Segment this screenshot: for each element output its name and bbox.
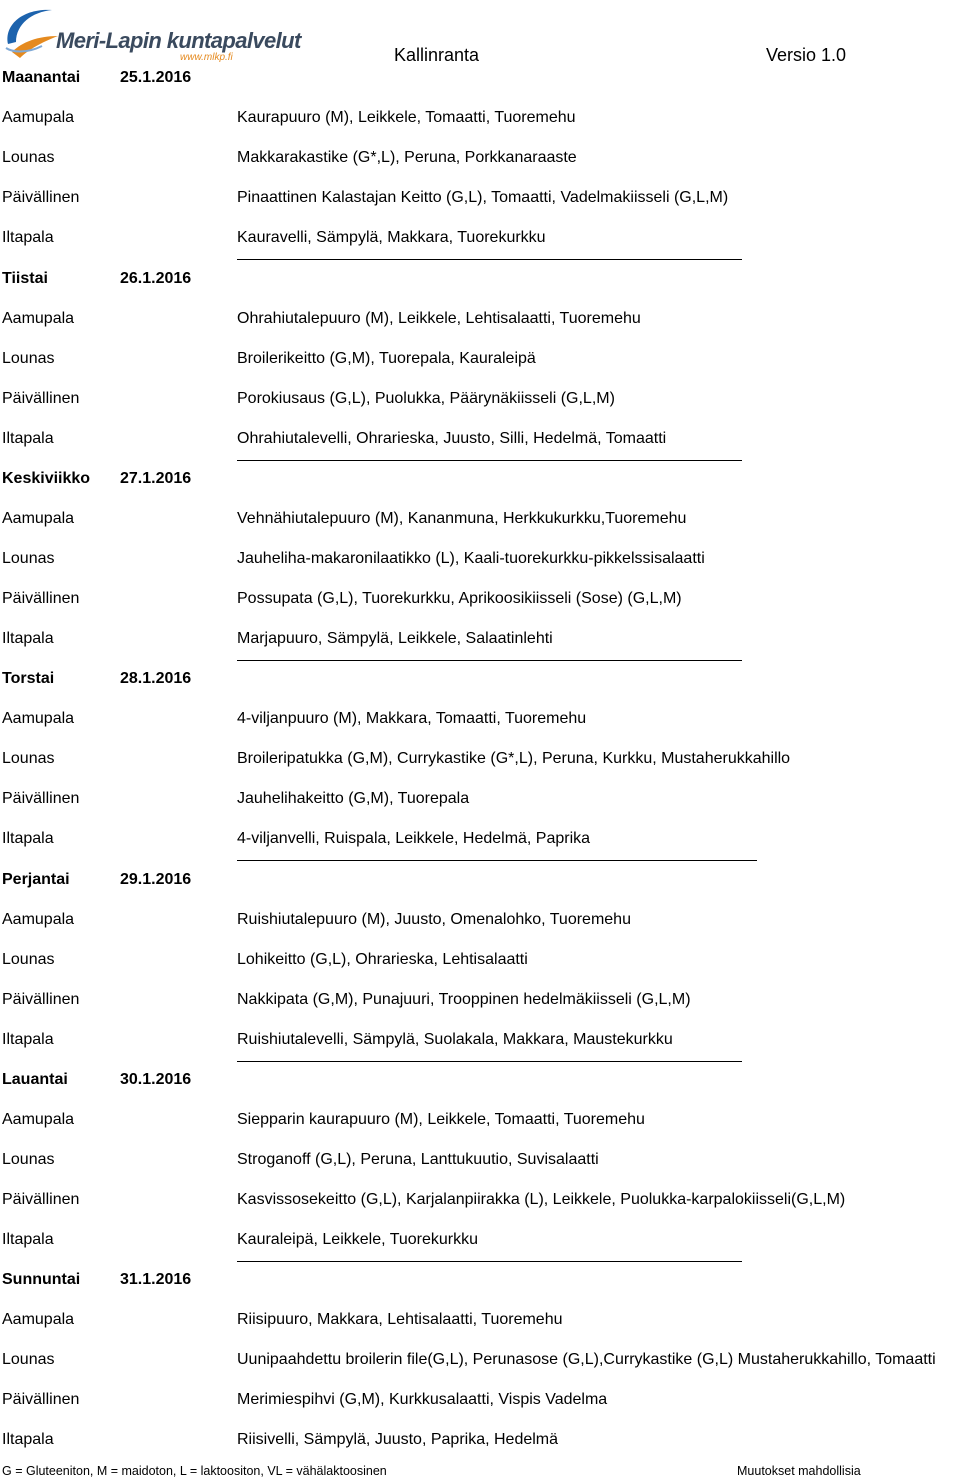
meal-label: Iltapala: [2, 1431, 54, 1448]
meal-menu: Ohrahiutalevelli, Ohrarieska, Juusto, Silli, Hedelmä, Tomaatti: [237, 430, 667, 447]
meal-label: Lounas: [2, 350, 55, 367]
meal-label: Päivällinen: [2, 991, 80, 1008]
day-separator: [237, 860, 757, 861]
meal-row: [0, 991, 960, 1013]
day-separator: [237, 1061, 742, 1062]
meal-row: [0, 350, 960, 372]
meal-menu: Riisipuuro, Makkara, Lehtisalaatti, Tuoremehu: [237, 1311, 563, 1328]
day-separator: [237, 1261, 742, 1262]
meal-menu: Kasvissosekeitto (G,L), Karjalanpiirakka (L), Leikkele, Puolukka-karpalokiisseli(G,L,M): [237, 1191, 846, 1208]
meal-menu: Broileripatukka (G,M), Currykastike (G*,L), Peruna, Kurkku, Mustaherukkahillo: [237, 750, 791, 767]
footer-legend: G = Gluteeniton, M = maidoton, L = laktoositon, VL = vähälaktoosinen: [2, 1464, 387, 1478]
meal-menu: Kauraleipä, Leikkele, Tuorekurkku: [237, 1231, 479, 1248]
meal-menu: Jauheliha-makaronilaatikko (L), Kaali-tuorekurkku-pikkelssisalaatti: [237, 550, 705, 567]
day-name: Keskiviikko: [2, 470, 91, 487]
day-separator: [237, 460, 742, 461]
meal-label: Päivällinen: [2, 590, 80, 607]
meal-row: [0, 189, 960, 211]
meal-label: Päivällinen: [2, 1191, 80, 1208]
meal-row: [0, 630, 960, 652]
meal-label: Iltapala: [2, 1031, 54, 1048]
meal-row: [0, 1111, 960, 1133]
meal-label: Päivällinen: [2, 189, 80, 206]
day-section: [0, 470, 960, 670]
day-date: 29.1.2016: [120, 871, 192, 888]
day-section: [0, 270, 960, 470]
meal-menu: Possupata (G,L), Tuorekurkku, Aprikoosikiisseli (Sose) (G,L,M): [237, 590, 682, 607]
meal-label: Iltapala: [2, 229, 54, 246]
meal-menu: Ohrahiutalepuuro (M), Leikkele, Lehtisalaatti, Tuoremehu: [237, 310, 641, 327]
meal-row: [0, 1351, 960, 1373]
meal-menu: Siepparin kaurapuuro (M), Leikkele, Tomaatti, Tuoremehu: [237, 1111, 645, 1128]
meal-label: Aamupala: [2, 510, 75, 527]
logo-text: Meri-Lapin kuntapalvelut: [56, 28, 301, 53]
day-header: [0, 1271, 400, 1293]
day-section: [0, 670, 960, 870]
day-date: 26.1.2016: [120, 270, 192, 287]
meal-label: Päivällinen: [2, 790, 80, 807]
meal-label: Lounas: [2, 1151, 55, 1168]
day-name: Lauantai: [2, 1071, 68, 1088]
meal-row: [0, 1391, 960, 1413]
meal-label: Iltapala: [2, 430, 54, 447]
meal-row: [0, 550, 960, 572]
meal-row: [0, 1031, 960, 1053]
meal-label: Lounas: [2, 550, 55, 567]
meal-row: [0, 1311, 960, 1333]
meal-menu: Vehnähiutalepuuro (M), Kananmuna, Herkkukurkku,Tuoremehu: [237, 510, 687, 527]
meal-menu: Jauhelihakeitto (G,M), Tuorepala: [237, 790, 470, 807]
meal-row: [0, 390, 960, 412]
logo-swoosh-icon: [2, 2, 62, 62]
meal-row: [0, 1231, 960, 1253]
meal-row: [0, 109, 960, 131]
meal-row: [0, 911, 960, 933]
meal-menu: Makkarakastike (G*,L), Peruna, Porkkanaraaste: [237, 149, 577, 166]
meal-menu: Broilerikeitto (G,M), Tuorepala, Kauraleipä: [237, 350, 536, 367]
meal-row: [0, 951, 960, 973]
meal-menu: Ruishiutalepuuro (M), Juusto, Omenalohko, Tuoremehu: [237, 911, 631, 928]
meal-menu: Marjapuuro, Sämpylä, Leikkele, Salaatinlehti: [237, 630, 553, 647]
day-name: Sunnuntai: [2, 1271, 81, 1288]
day-date: 31.1.2016: [120, 1271, 192, 1288]
meal-label: Päivällinen: [2, 1391, 80, 1408]
meal-label: Lounas: [2, 1351, 55, 1368]
meal-label: Aamupala: [2, 310, 75, 327]
meal-label: Iltapala: [2, 830, 54, 847]
day-header: [0, 871, 400, 893]
meal-menu: Riisivelli, Sämpylä, Juusto, Paprika, Hedelmä: [237, 1431, 559, 1448]
meal-label: Päivällinen: [2, 390, 80, 407]
meal-menu: 4-viljanpuuro (M), Makkara, Tomaatti, Tuoremehu: [237, 710, 587, 727]
meal-row: [0, 710, 960, 732]
meal-menu: Ruishiutalevelli, Sämpylä, Suolakala, Makkara, Maustekurkku: [237, 1031, 673, 1048]
meal-row: [0, 229, 960, 251]
document-title: Kallinranta: [394, 45, 480, 65]
meal-menu: Uunipaahdettu broilerin file(G,L), Perunasose (G,L),Currykastike (G,L) Mustaherukkahillo, Tomaatti: [237, 1351, 936, 1368]
meal-label: Aamupala: [2, 710, 75, 727]
meal-row: [0, 1191, 960, 1213]
day-date: 25.1.2016: [120, 69, 192, 86]
document-version: Versio 1.0: [766, 45, 847, 65]
day-section: [0, 1271, 960, 1471]
day-header: [0, 470, 400, 492]
day-header: [0, 1071, 400, 1093]
meal-label: Iltapala: [2, 1231, 54, 1248]
meal-menu: Kaurapuuro (M), Leikkele, Tomaatti, Tuoremehu: [237, 109, 576, 126]
meal-row: [0, 790, 960, 812]
day-date: 27.1.2016: [120, 470, 192, 487]
day-section: [0, 69, 960, 269]
day-header: [0, 270, 400, 292]
day-name: Perjantai: [2, 871, 70, 888]
meal-label: Lounas: [2, 951, 55, 968]
footer-note: Muutokset mahdollisia: [737, 1464, 861, 1478]
logo-url: www.mlkp.fi: [180, 52, 233, 63]
meal-row: [0, 750, 960, 772]
day-name: Torstai: [2, 670, 55, 687]
meal-label: Iltapala: [2, 630, 54, 647]
day-header: [0, 69, 400, 91]
day-section: [0, 871, 960, 1071]
meal-menu: Stroganoff (G,L), Peruna, Lanttukuutio, Suvisalaatti: [237, 1151, 599, 1168]
meal-menu: Lohikeitto (G,L), Ohrarieska, Lehtisalaatti: [237, 951, 528, 968]
day-date: 28.1.2016: [120, 670, 192, 687]
meal-label: Lounas: [2, 149, 55, 166]
day-separator: [237, 660, 742, 661]
meal-row: [0, 430, 960, 452]
meal-row: [0, 510, 960, 532]
meal-menu: 4-viljanvelli, Ruispala, Leikkele, Hedelmä, Paprika: [237, 830, 591, 847]
meal-row: [0, 1151, 960, 1173]
meal-menu: Nakkipata (G,M), Punajuuri, Trooppinen hedelmäkiisseli (G,L,M): [237, 991, 691, 1008]
meal-row: [0, 830, 960, 852]
day-separator: [237, 259, 742, 260]
day-name: Maanantai: [2, 69, 81, 86]
meal-label: Lounas: [2, 750, 55, 767]
day-date: 30.1.2016: [120, 1071, 192, 1088]
meal-row: [0, 1431, 960, 1453]
day-header: [0, 670, 400, 692]
meal-label: Aamupala: [2, 109, 75, 126]
logo: [2, 2, 301, 64]
meal-menu: Porokiusaus (G,L), Puolukka, Päärynäkiisseli (G,L,M): [237, 390, 615, 407]
meal-label: Aamupala: [2, 1311, 75, 1328]
meal-label: Aamupala: [2, 1111, 75, 1128]
meal-menu: Pinaattinen Kalastajan Keitto (G,L), Tomaatti, Vadelmakiisseli (G,L,M): [237, 189, 729, 206]
day-section: [0, 1071, 960, 1271]
meal-row: [0, 149, 960, 171]
meal-menu: Kauravelli, Sämpylä, Makkara, Tuorekurkku: [237, 229, 546, 246]
meal-row: [0, 310, 960, 332]
meal-label: Aamupala: [2, 911, 75, 928]
meal-row: [0, 590, 960, 612]
day-name: Tiistai: [2, 270, 48, 287]
meal-menu: Merimiespihvi (G,M), Kurkkusalaatti, Vispis Vadelma: [237, 1391, 608, 1408]
